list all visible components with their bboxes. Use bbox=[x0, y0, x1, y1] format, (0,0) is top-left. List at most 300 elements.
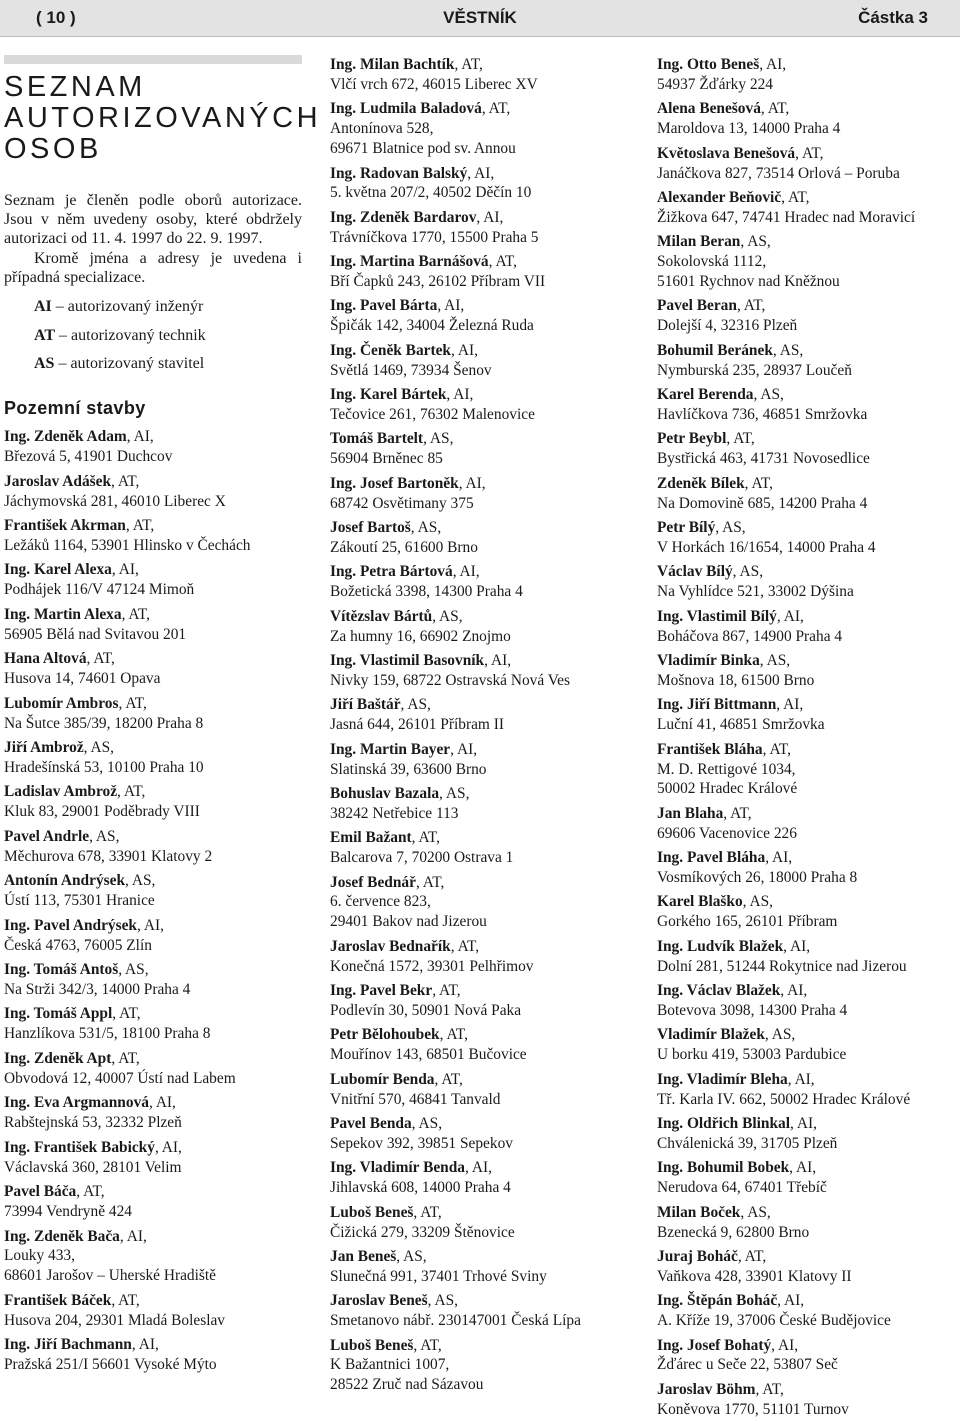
person-name: Ing. Pavel Bekr bbox=[330, 982, 433, 1000]
entry-name-line bbox=[330, 562, 630, 582]
list-item bbox=[4, 871, 302, 911]
person-name: Petr Bílý bbox=[657, 519, 716, 537]
address-line: Podhájek 116/V 47124 Mimoň bbox=[4, 581, 195, 599]
legend-code: AS bbox=[34, 355, 55, 373]
list-item bbox=[330, 252, 630, 292]
authorization-type: , AI, bbox=[467, 164, 495, 182]
authorization-type: , AS, bbox=[423, 430, 454, 448]
list-item bbox=[330, 518, 630, 558]
list-item bbox=[330, 607, 630, 647]
entry-name-line bbox=[330, 1247, 630, 1267]
entry-name-line bbox=[4, 738, 302, 758]
address-line: Vosmíkových 26, 18000 Praha 8 bbox=[657, 869, 858, 887]
address-line: Na Šutce 385/39, 18200 Praha 8 bbox=[4, 714, 204, 732]
person-name: Tomáš Bartelt bbox=[330, 430, 424, 448]
person-name: Vladimír Binka bbox=[657, 651, 760, 669]
person-name: Ing. Ludmila Baladová bbox=[330, 100, 482, 118]
entry-name-line bbox=[657, 892, 957, 912]
authorization-type: , AI, bbox=[783, 937, 811, 955]
entry-list bbox=[4, 427, 302, 1375]
list-item bbox=[330, 562, 630, 602]
person-name: Lubomír Benda bbox=[330, 1070, 435, 1088]
authorization-type: , AT, bbox=[450, 937, 480, 955]
list-item bbox=[330, 385, 630, 425]
person-name: Pavel Beran bbox=[657, 297, 737, 315]
column-1 bbox=[4, 55, 322, 1380]
address-line: Gorkého 165, 26101 Příbram bbox=[657, 913, 838, 931]
list-item bbox=[657, 1247, 957, 1287]
person-name: Alexander Beňovič bbox=[657, 188, 782, 206]
list-item bbox=[330, 474, 630, 514]
authorization-type: , AT, bbox=[118, 694, 147, 712]
person-name: Ing. Petra Bártová bbox=[330, 563, 453, 581]
person-name: Alena Benešová bbox=[657, 100, 761, 118]
entry-name-line bbox=[657, 1158, 957, 1178]
list-item bbox=[4, 916, 302, 956]
entry-name-line bbox=[330, 341, 630, 361]
list-item bbox=[657, 892, 957, 932]
address-line: Antonínova 528, bbox=[330, 120, 434, 138]
address-line: Chválenická 39, 31705 Plzeň bbox=[657, 1134, 838, 1152]
list-item bbox=[330, 651, 630, 691]
list-item bbox=[4, 827, 302, 867]
entry-name-line bbox=[4, 1049, 302, 1069]
entry-name-line bbox=[4, 472, 302, 492]
list-item bbox=[4, 738, 302, 778]
legend-item bbox=[4, 354, 302, 374]
authorization-type: , AI, bbox=[451, 341, 478, 359]
address-line: Dolejší 4, 32316 Plzeň bbox=[657, 317, 798, 335]
address-line: Na Domovině 685, 14200 Praha 4 bbox=[657, 494, 868, 512]
list-item bbox=[657, 1025, 957, 1065]
authorization-type: , AI, bbox=[776, 607, 804, 625]
address-line: K Bažantnici 1007, bbox=[330, 1356, 450, 1374]
entry-name-line bbox=[4, 1335, 302, 1355]
entry-name-line bbox=[330, 164, 630, 184]
legend-item bbox=[4, 297, 302, 317]
authorization-type: , AS, bbox=[411, 1115, 443, 1132]
person-name: Ing. Martin Alexa bbox=[4, 605, 122, 623]
person-name: Ing. Vladimír Benda bbox=[330, 1159, 465, 1177]
address-line: Ležáků 1164, 53901 Hlinsko v Čechách bbox=[4, 536, 251, 554]
address-line: Husova 204, 29301 Mladá Boleslav bbox=[4, 1311, 225, 1329]
entry-name-line bbox=[657, 341, 957, 361]
list-item bbox=[330, 55, 630, 95]
list-item bbox=[657, 1291, 957, 1331]
address-line: 6. července 823, bbox=[330, 893, 431, 911]
list-item bbox=[657, 1336, 957, 1376]
address-line: 5. května 207/2, 40502 Děčín 10 bbox=[330, 184, 532, 202]
authorization-type: , AT, bbox=[413, 1336, 442, 1354]
person-name: Ing. Tomáš Appl bbox=[4, 1005, 113, 1023]
list-item bbox=[657, 188, 957, 228]
address-line: Balcarova 7, 70200 Ostrava 1 bbox=[330, 849, 514, 867]
address-line: Za humny 16, 66902 Znojmo bbox=[330, 627, 511, 645]
list-item bbox=[330, 1070, 630, 1110]
address-line: Slatinská 39, 63600 Brno bbox=[330, 760, 487, 778]
address-line: Tečovice 261, 76302 Malenovice bbox=[330, 406, 535, 423]
person-name: Ing. Pavel Bláha bbox=[657, 849, 766, 867]
entry-name-line bbox=[330, 784, 630, 804]
address-line: Žďárec u Seče 22, 53807 Seč bbox=[657, 1356, 838, 1374]
authorization-type: , AI, bbox=[780, 982, 808, 1000]
list-item bbox=[657, 55, 957, 95]
address-line: 73994 Vendryně 424 bbox=[4, 1203, 132, 1220]
list-item bbox=[330, 937, 630, 977]
person-name: Karel Berenda bbox=[657, 386, 754, 404]
person-name: Petr Bělohoubek bbox=[330, 1026, 440, 1044]
address-line: Rabštejnská 53, 32332 Plzeň bbox=[4, 1114, 182, 1132]
authorization-type: , AI, bbox=[136, 916, 164, 934]
address-line: Obvodová 12, 40007 Ústí nad Labem bbox=[4, 1069, 236, 1087]
authorization-type: , AS, bbox=[732, 563, 764, 581]
person-name: Lubomír Ambros bbox=[4, 694, 119, 712]
title-line: AUTORIZOVANÝCH bbox=[4, 102, 322, 134]
list-item bbox=[4, 1093, 302, 1133]
address-line: Smetanovo nábř. 230147001 Česká Lípa bbox=[330, 1312, 581, 1330]
entry-name-line bbox=[657, 99, 957, 119]
address-line: Bří Čapků 243, 26102 Příbram VII bbox=[330, 273, 546, 291]
authorization-type: , AT, bbox=[432, 982, 461, 1000]
address-line: Podlevín 30, 50901 Nová Paka bbox=[330, 1001, 522, 1019]
authorization-type: , AI, bbox=[437, 297, 465, 315]
list-item bbox=[657, 385, 957, 425]
person-name: Pavel Andrle bbox=[4, 827, 90, 845]
authorization-type: , AT, bbox=[737, 1247, 767, 1265]
address-line: 68742 Osvětimany 375 bbox=[330, 494, 474, 512]
entry-name-line bbox=[4, 1182, 302, 1202]
authorization-type: , AT, bbox=[117, 783, 146, 801]
address-line: Slunečná 991, 37401 Trhové Sviny bbox=[330, 1267, 547, 1285]
list-item bbox=[330, 784, 630, 824]
entry-name-line bbox=[657, 55, 957, 75]
entry-name-line bbox=[657, 981, 957, 1001]
person-name: Luboš Beneš bbox=[330, 1336, 414, 1354]
entry-name-line bbox=[4, 649, 302, 669]
authorization-type: , AS, bbox=[83, 739, 115, 757]
list-item bbox=[657, 607, 957, 647]
person-name: Pavel Benda bbox=[330, 1115, 412, 1132]
address-line: Jáchymovská 281, 46010 Liberec X bbox=[4, 492, 226, 510]
list-item bbox=[330, 1336, 630, 1396]
address-line: Nerudova 64, 67401 Třebíč bbox=[657, 1179, 827, 1197]
authorization-type: , AI, bbox=[131, 1336, 159, 1354]
entry-name-line bbox=[4, 516, 302, 536]
person-name: Ing. Štěpán Boháč bbox=[657, 1292, 778, 1310]
address-line: Kluk 83, 29001 Poděbrady VIII bbox=[4, 803, 200, 821]
address-line: Čižická 279, 33209 Štěnovice bbox=[330, 1223, 515, 1241]
authorization-type: , AI, bbox=[771, 1336, 799, 1354]
address-line: Ústí 113, 75301 Hranice bbox=[4, 892, 155, 910]
address-line: Březová 5, 41901 Duchcov bbox=[4, 448, 173, 466]
entry-name-line bbox=[330, 99, 630, 119]
address-line: Božetická 3398, 14300 Praha 4 bbox=[330, 583, 523, 601]
authorization-type: , AI, bbox=[484, 651, 512, 669]
authorization-type: , AS, bbox=[753, 386, 784, 404]
authorization-type: , AS, bbox=[740, 1203, 771, 1221]
person-name: Ing. Eva Argmannová bbox=[4, 1094, 149, 1112]
entry-name-line bbox=[657, 385, 957, 405]
list-item bbox=[657, 144, 957, 184]
entry-name-line bbox=[4, 960, 302, 980]
address-line: Na Strži 342/3, 14000 Praha 4 bbox=[4, 980, 191, 998]
entry-name-line bbox=[4, 1093, 302, 1113]
address-line: V Horkách 16/1654, 14000 Praha 4 bbox=[657, 538, 876, 556]
list-item bbox=[657, 232, 957, 292]
address-line: Vaňkova 428, 33901 Klatovy II bbox=[657, 1267, 852, 1285]
person-name: Vítězslav Bártů bbox=[330, 607, 433, 625]
entry-name-line bbox=[330, 740, 630, 760]
list-item bbox=[657, 848, 957, 888]
authorization-type: , AT, bbox=[439, 1026, 468, 1044]
person-name: Květoslava Benešová bbox=[657, 144, 796, 162]
list-item bbox=[330, 873, 630, 933]
authorization-type: , AT, bbox=[111, 1049, 140, 1067]
person-name: Václav Bílý bbox=[657, 563, 733, 581]
entry-name-line bbox=[330, 1025, 630, 1045]
address-line: 38242 Netřebice 113 bbox=[330, 804, 459, 822]
list-item bbox=[657, 296, 957, 336]
address-line: Česká 4763, 76005 Zlín bbox=[4, 936, 152, 954]
entry-name-line bbox=[657, 296, 957, 316]
list-item bbox=[330, 1158, 630, 1198]
person-name: Emil Bažant bbox=[330, 829, 412, 847]
journal-title: VĚSTNÍK bbox=[443, 8, 517, 27]
address-line: Sepekov 392, 39851 Sepekov bbox=[330, 1134, 513, 1152]
address-line: A. Kříže 19, 37006 České Budějovice bbox=[657, 1312, 891, 1330]
person-name: Jan Blaha bbox=[657, 804, 724, 822]
address-line: Bzenecká 9, 62800 Brno bbox=[657, 1223, 810, 1241]
list-item bbox=[657, 1158, 957, 1198]
person-name: Ladislav Ambrož bbox=[4, 783, 118, 801]
list-item bbox=[330, 208, 630, 248]
person-name: Milan Beran bbox=[657, 233, 741, 251]
entry-name-line bbox=[330, 607, 630, 627]
list-item bbox=[657, 341, 957, 381]
authorization-type: , AT, bbox=[795, 144, 824, 162]
authorization-type: , AI, bbox=[446, 386, 474, 404]
authorization-type: , AS, bbox=[772, 341, 804, 359]
title-line: SEZNAM bbox=[4, 71, 146, 103]
entry-name-line bbox=[330, 1336, 630, 1356]
address-line: 69671 Blatnice pod sv. Annou bbox=[330, 140, 516, 158]
page-header bbox=[0, 0, 960, 37]
authorization-type: , AI, bbox=[759, 56, 787, 73]
list-item bbox=[4, 427, 302, 467]
person-name: Ing. Bohumil Bobek bbox=[657, 1159, 790, 1177]
list-item bbox=[657, 1380, 957, 1420]
entry-name-line bbox=[330, 1203, 630, 1223]
authorization-type: , AI, bbox=[765, 849, 793, 867]
authorization-type: , AS, bbox=[742, 893, 774, 911]
list-item bbox=[657, 937, 957, 977]
title-rule bbox=[4, 55, 302, 64]
authorization-type: , AS, bbox=[715, 519, 746, 537]
address-line: 56905 Bělá nad Svitavou 201 bbox=[4, 625, 187, 643]
address-line: Botevova 3098, 14300 Praha 4 bbox=[657, 1001, 848, 1019]
list-item bbox=[657, 518, 957, 558]
authorization-type: , AI, bbox=[789, 1159, 817, 1177]
address-line: Husova 14, 74601 Opava bbox=[4, 670, 161, 688]
entry-name-line bbox=[4, 1004, 302, 1024]
person-name: Ing. Pavel Andrýsek bbox=[4, 916, 137, 934]
address-line: Špičák 142, 34004 Železná Ruda bbox=[330, 317, 534, 335]
person-name: Petr Beybl bbox=[657, 430, 727, 448]
address-line: Havlíčkova 736, 46851 Smržovka bbox=[657, 406, 868, 423]
entry-name-line bbox=[657, 1114, 957, 1134]
address-line: 28522 Zruč nad Sázavou bbox=[330, 1376, 484, 1394]
entry-name-line bbox=[4, 916, 302, 936]
address-line: Hradešínská 53, 10100 Praha 10 bbox=[4, 758, 204, 776]
address-line: Boháčova 867, 14900 Praha 4 bbox=[657, 627, 843, 645]
authorization-type: , AT, bbox=[488, 253, 517, 271]
address-line: Koněvova 1770, 51101 Turnov bbox=[657, 1400, 849, 1418]
person-name: Karel Blaško bbox=[657, 893, 743, 911]
title-line: OSOB bbox=[4, 133, 102, 165]
list-item bbox=[657, 804, 957, 844]
authorization-type: , AT, bbox=[112, 1005, 141, 1023]
entry-name-line bbox=[330, 695, 630, 715]
entry-name-line bbox=[657, 562, 957, 582]
address-line: Trávníčkova 1770, 15500 Praha 5 bbox=[330, 228, 539, 246]
entry-name-line bbox=[657, 1247, 957, 1267]
list-item bbox=[657, 740, 957, 800]
address-line: 54937 Žďárky 224 bbox=[657, 75, 773, 93]
address-line: Na Vyhlídce 521, 33002 Dýšina bbox=[657, 583, 854, 601]
authorization-type: , AI, bbox=[148, 1094, 176, 1112]
authorization-type: , AS, bbox=[410, 519, 442, 537]
list-item bbox=[4, 694, 302, 734]
page-number: ( 10 ) bbox=[36, 8, 76, 27]
person-name: Ing. Tomáš Antoš bbox=[4, 961, 119, 979]
person-name: Bohumil Beránek bbox=[657, 341, 773, 359]
entry-name-line bbox=[330, 873, 630, 893]
list-item bbox=[330, 296, 630, 336]
address-line: Nymburská 235, 28937 Loučeň bbox=[657, 361, 852, 379]
list-item bbox=[330, 695, 630, 735]
authorization-type: , AI, bbox=[777, 1292, 805, 1310]
list-item bbox=[4, 1138, 302, 1178]
list-item bbox=[4, 1227, 302, 1287]
entry-name-line bbox=[657, 695, 957, 715]
authorization-type: , AT, bbox=[762, 740, 791, 758]
authorization-type: , AI, bbox=[465, 1159, 492, 1177]
address-line: Maroldova 13, 14000 Praha 4 bbox=[657, 120, 841, 138]
list-item bbox=[4, 605, 302, 645]
authorization-type: , AT, bbox=[723, 804, 752, 822]
column-2 bbox=[330, 55, 630, 1400]
person-name: Ing. Otto Beneš bbox=[657, 56, 760, 73]
person-name: Ing. Josef Bartoněk bbox=[330, 474, 459, 492]
list-item bbox=[657, 1114, 957, 1154]
person-name: Josef Bartoš bbox=[330, 519, 411, 537]
entry-name-line bbox=[657, 474, 957, 494]
list-item bbox=[657, 651, 957, 691]
entry-name-line bbox=[4, 605, 302, 625]
person-name: Josef Bednář bbox=[330, 873, 416, 891]
person-name: Ing. Zdeněk Adam bbox=[4, 428, 127, 446]
authorization-type: , AT, bbox=[755, 1380, 784, 1398]
authorization-type: , AI, bbox=[776, 696, 804, 714]
entry-name-line bbox=[330, 651, 630, 671]
list-item bbox=[330, 740, 630, 780]
list-item bbox=[330, 99, 630, 159]
list-item bbox=[657, 1203, 957, 1243]
intro-paragraph: Kromě jména a adresy je uvedena i případná specializace. bbox=[4, 250, 302, 286]
authorization-type: , AS, bbox=[439, 784, 470, 802]
person-name: Ing. Pavel Bárta bbox=[330, 297, 438, 315]
column-3 bbox=[657, 55, 957, 1424]
entry-name-line bbox=[657, 188, 957, 208]
legend-text: – autorizovaný stavitel bbox=[54, 355, 205, 373]
entry-name-line bbox=[657, 937, 957, 957]
person-name: Ing. Zdeněk Apt bbox=[4, 1049, 112, 1067]
address-line: Hanzlíkova 531/5, 18100 Praha 8 bbox=[4, 1025, 211, 1043]
list-item bbox=[657, 1070, 957, 1110]
list-item bbox=[657, 981, 957, 1021]
list-item bbox=[4, 1182, 302, 1222]
entry-name-line bbox=[657, 144, 957, 164]
person-name: František Bláha bbox=[657, 740, 763, 758]
person-name: Bohuslav Bazala bbox=[330, 784, 440, 802]
authorization-type: , AT, bbox=[111, 472, 140, 490]
authorization-type: , AT, bbox=[415, 873, 445, 891]
authorization-type: , AI, bbox=[126, 428, 154, 446]
address-line: Luční 41, 46851 Smržovka bbox=[657, 716, 825, 734]
person-name: Ing. Václav Blažek bbox=[657, 982, 781, 1000]
person-name: Ing. Josef Bohatý bbox=[657, 1336, 772, 1354]
entry-name-line bbox=[330, 55, 630, 75]
entry-name-line bbox=[657, 651, 957, 671]
address-line: Mouřínov 143, 68501 Bučovice bbox=[330, 1046, 527, 1064]
address-line: Zákoutí 25, 61600 Brno bbox=[330, 538, 478, 556]
person-name: Ing. Martina Barnášová bbox=[330, 253, 489, 271]
legend-item bbox=[4, 326, 302, 346]
authorization-type: , AT, bbox=[744, 474, 774, 492]
address-line: Louky 433, bbox=[4, 1247, 75, 1265]
person-name: Luboš Beneš bbox=[330, 1203, 414, 1221]
person-name: Ing. Vlastimil Basovník bbox=[330, 651, 485, 669]
address-line: Jihlavská 608, 14000 Praha 4 bbox=[330, 1179, 511, 1197]
list-item bbox=[330, 828, 630, 868]
person-name: Jaroslav Beneš bbox=[330, 1292, 428, 1310]
entry-name-line bbox=[4, 1227, 302, 1247]
entry-name-line bbox=[330, 1070, 630, 1090]
list-item bbox=[330, 1291, 630, 1331]
person-name: Milan Boček bbox=[657, 1203, 741, 1221]
authorization-type: , AS, bbox=[759, 651, 791, 669]
person-name: Vladimír Blažek bbox=[657, 1026, 765, 1044]
authorization-type: , AI, bbox=[452, 563, 480, 581]
list-item bbox=[330, 341, 630, 381]
entry-name-line bbox=[657, 1336, 957, 1356]
person-name: Ing. Jiří Bittmann bbox=[657, 696, 777, 714]
entry-name-line bbox=[330, 518, 630, 538]
person-name: Juraj Boháč bbox=[657, 1247, 738, 1265]
list-item bbox=[330, 1025, 630, 1065]
legend-code: AT bbox=[34, 326, 56, 344]
entry-name-line bbox=[657, 607, 957, 627]
authorization-type: , AT, bbox=[481, 100, 511, 118]
entry-name-line bbox=[4, 871, 302, 891]
intro-paragraph: Seznam je členěn podle oborů autorizace. Jsou v něm uvedeny osoby, které obdržely autorizaci od 11. 4. 1997 do 22. 9. 1997. bbox=[4, 192, 302, 247]
entry-name-line bbox=[657, 1025, 957, 1045]
entry-name-line bbox=[330, 1114, 630, 1134]
person-name: Ing. Vladimír Bleha bbox=[657, 1070, 788, 1088]
list-item bbox=[657, 474, 957, 514]
list-item bbox=[4, 1335, 302, 1375]
person-name: Ing. Martin Bayer bbox=[330, 740, 451, 758]
